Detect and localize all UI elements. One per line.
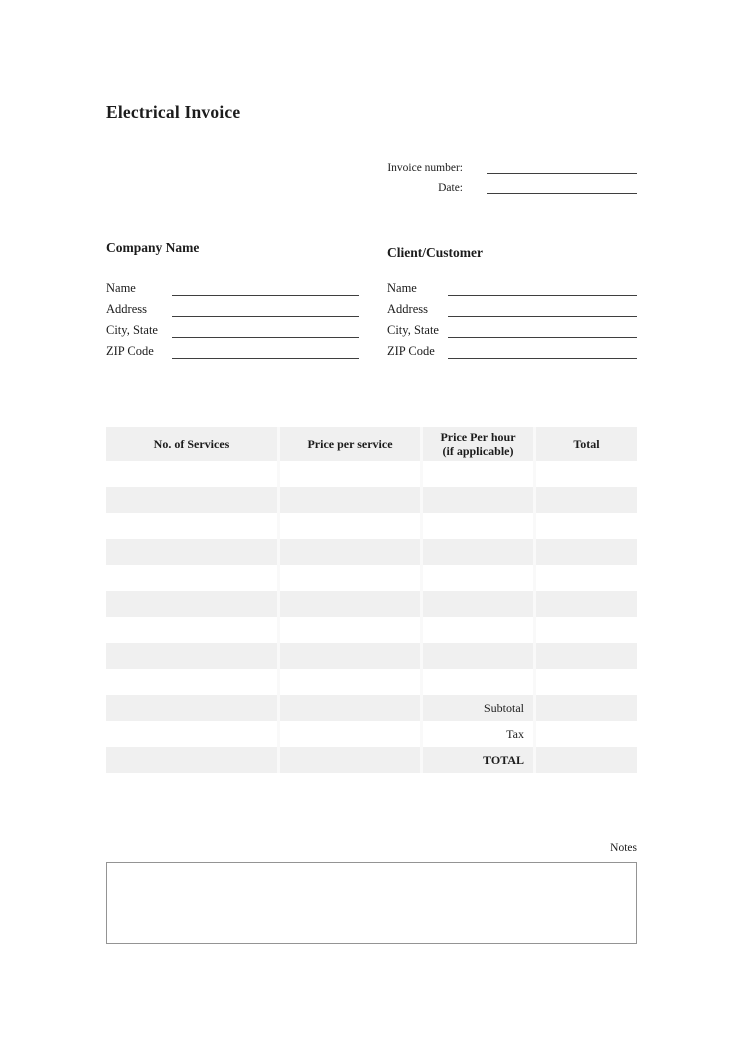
- table-cell: [106, 721, 277, 747]
- tax-row: [106, 721, 637, 747]
- table-cell: [420, 461, 533, 487]
- client-zip-label: ZIP Code: [387, 344, 435, 358]
- client-name-label: Name: [387, 281, 417, 295]
- table-cell: [277, 695, 420, 721]
- company-zip-row: [106, 342, 359, 363]
- table-row: [106, 565, 637, 591]
- table-row: [106, 487, 637, 513]
- table-row: [106, 669, 637, 695]
- invoice-number-field[interactable]: [487, 160, 637, 174]
- subtotal-label-cell: [420, 695, 533, 721]
- date-label: Date:: [438, 182, 463, 194]
- table-cell: [277, 513, 420, 539]
- company-zip-label: ZIP Code: [106, 344, 154, 358]
- company-city-state-row: [106, 321, 359, 342]
- table-cell: [106, 461, 277, 487]
- table-cell: [277, 669, 420, 695]
- company-heading: Company Name: [106, 240, 200, 255]
- table-cell: [420, 617, 533, 643]
- client-city-state-label: City, State: [387, 323, 439, 337]
- table-cell: [533, 487, 637, 513]
- table-cell: [533, 513, 637, 539]
- table-cell: [277, 643, 420, 669]
- table-cell: [533, 591, 637, 617]
- table-row: [106, 643, 637, 669]
- tax-label: Tax: [506, 727, 524, 741]
- company-address-row: [106, 300, 359, 321]
- table-cell: [106, 643, 277, 669]
- subtotal-row: [106, 695, 637, 721]
- header-total-label: Total: [573, 437, 600, 451]
- table-cell: [533, 565, 637, 591]
- company-city-state-field[interactable]: [172, 321, 359, 338]
- tax-value-cell[interactable]: [533, 721, 637, 747]
- table-cell: [420, 513, 533, 539]
- invoice-number-row: [371, 160, 637, 180]
- client-address-row: [387, 300, 637, 321]
- invoice-number-label: Invoice number:: [387, 162, 463, 174]
- table-row: [106, 513, 637, 539]
- header-price-per-service: [277, 427, 420, 461]
- table-cell: [106, 565, 277, 591]
- invoice-meta: [371, 160, 637, 200]
- header-no-of-services: [106, 427, 277, 461]
- notes-label: Notes: [610, 842, 637, 854]
- table-cell: [420, 643, 533, 669]
- table-cell: [277, 721, 420, 747]
- table-cell: [106, 617, 277, 643]
- company-name-field[interactable]: [172, 279, 359, 296]
- date-row: [371, 180, 637, 200]
- tax-label-cell: [420, 721, 533, 747]
- client-city-state-field[interactable]: [448, 321, 637, 338]
- subtotal-label: Subtotal: [483, 701, 524, 715]
- total-row: [106, 747, 637, 773]
- client-name-row: [387, 279, 637, 300]
- company-name-label: Name: [106, 281, 136, 295]
- client-heading: Client/Customer: [387, 245, 483, 260]
- company-address-field[interactable]: [172, 300, 359, 317]
- table-header-row: [106, 427, 637, 461]
- table-cell: [420, 565, 533, 591]
- date-field[interactable]: [487, 180, 637, 194]
- company-name-row: [106, 279, 359, 300]
- client-city-state-row: [387, 321, 637, 342]
- table-cell: [533, 643, 637, 669]
- header-price-per-hour-sublabel: (if applicable): [442, 444, 514, 458]
- table-cell: [277, 565, 420, 591]
- table-row: [106, 461, 637, 487]
- total-label-cell: [420, 747, 533, 773]
- company-zip-field[interactable]: [172, 342, 359, 359]
- table-cell: [533, 539, 637, 565]
- total-label: TOTAL: [483, 753, 524, 767]
- page-title: Electrical Invoice: [106, 102, 241, 122]
- company-fields: [106, 279, 359, 363]
- client-name-field[interactable]: [448, 279, 637, 296]
- header-price-per-hour: [420, 427, 533, 461]
- table-cell: [106, 747, 277, 773]
- header-no-of-services-label: No. of Services: [153, 437, 230, 451]
- table-cell: [106, 513, 277, 539]
- table-cell: [277, 539, 420, 565]
- table-row: [106, 539, 637, 565]
- client-address-label: Address: [387, 302, 428, 316]
- client-zip-field[interactable]: [448, 342, 637, 359]
- table-row: [106, 591, 637, 617]
- company-city-state-label: City, State: [106, 323, 158, 337]
- client-section: [387, 245, 637, 363]
- table-cell: [533, 461, 637, 487]
- notes-input-box[interactable]: [106, 862, 637, 944]
- table-cell: [106, 539, 277, 565]
- table-cell: [533, 669, 637, 695]
- company-section: [106, 240, 359, 363]
- client-address-field[interactable]: [448, 300, 637, 317]
- client-zip-row: [387, 342, 637, 363]
- table-cell: [420, 487, 533, 513]
- table-cell: [277, 747, 420, 773]
- table-row: [106, 617, 637, 643]
- table-cell: [277, 617, 420, 643]
- total-value-cell[interactable]: [533, 747, 637, 773]
- table-cell: [420, 669, 533, 695]
- table-cell: [277, 591, 420, 617]
- services-table: [106, 427, 637, 773]
- company-address-label: Address: [106, 302, 147, 316]
- table-cell: [277, 487, 420, 513]
- table-cell: [533, 617, 637, 643]
- table-cell: [106, 669, 277, 695]
- header-price-per-hour-label: Price Per hour: [440, 430, 516, 444]
- header-total: [533, 427, 637, 461]
- table-cell: [420, 591, 533, 617]
- subtotal-value-cell[interactable]: [533, 695, 637, 721]
- client-fields: [387, 279, 637, 363]
- table-cell: [420, 539, 533, 565]
- table-cell: [277, 461, 420, 487]
- table-cell: [106, 695, 277, 721]
- header-price-per-service-label: Price per service: [307, 437, 393, 451]
- table-cell: [106, 487, 277, 513]
- table-cell: [106, 591, 277, 617]
